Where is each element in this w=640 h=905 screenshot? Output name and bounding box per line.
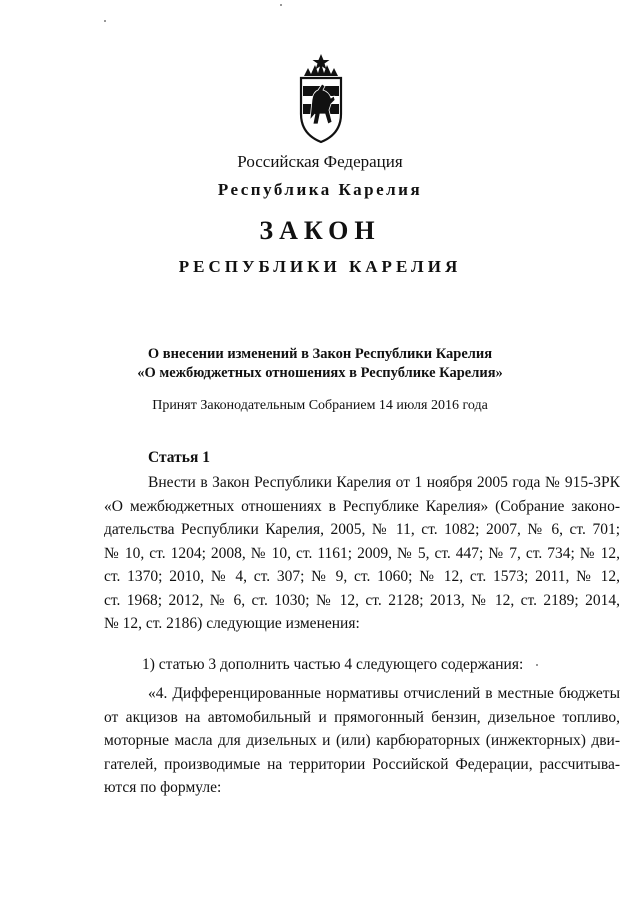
country-name: Российская Федерация — [237, 152, 403, 171]
paragraph-line: № 10, ст. 1204; 2008, № 10, ст. 1161; 2009, № 5, ст. 447; № 7, ст. 734; № 12, — [104, 544, 620, 562]
paragraph-line: ст. 1968; 2012, № 6, ст. 1030; № 12, ст. 2128; 2013, № 12, ст. 2189; 2014, — [104, 591, 620, 609]
adoption-note: Принят Законодательным Собранием 14 июля 2016 года — [152, 398, 488, 413]
document-title-line-1: О внесении изменений в Закон Республики Карелия — [147, 346, 493, 362]
paragraph-line: дательства Республики Карелия, 2005, № 11, ст. 1082; 2007, № 6, ст. 701; — [104, 521, 620, 538]
paragraph-line: гателей, производимые на территории Российской Федерации, рассчитыва- — [104, 755, 620, 773]
paragraph-line: моторные масла для дизельных и (или) карбюраторных (инжекторных) дви- — [104, 732, 620, 749]
scan-speck — [280, 4, 282, 6]
article-paragraph-3 — [104, 682, 620, 800]
scan-speck — [104, 20, 106, 22]
paragraph-line: 1) статью 3 дополнить частью 4 следующего содержания: — [142, 656, 524, 673]
paragraph-line: ются по формуле: — [104, 779, 222, 796]
paragraph-line: «О межбюджетных отношениях в Республике Карелия» (Собрание законо- — [104, 497, 620, 515]
republic-name: Республика Карелия — [217, 180, 423, 199]
paragraph-line: № 12, ст. 2186) следующие изменения: — [104, 615, 360, 632]
paragraph-line: от акцизов на автомобильный и прямогонный бензин, дизельное топливо, — [104, 708, 620, 726]
article-paragraph-1 — [104, 471, 620, 636]
paragraph-line: «4. Дифференцированные нормативы отчислений в местные бюджеты — [148, 685, 620, 702]
article-heading: Статья 1 — [148, 449, 210, 466]
article-paragraph-2 — [104, 653, 620, 677]
paragraph-line: ст. 1370; 2010, № 4, ст. 307; № 9, ст. 1060; № 12, ст. 1573; 2011, № 12, — [104, 568, 620, 585]
law-subtitle: РЕСПУБЛИКИ КАРЕЛИЯ — [178, 257, 462, 276]
coat-of-arms-karelia-icon — [298, 52, 344, 144]
law-title: ЗАКОН — [259, 216, 381, 245]
scan-speck — [536, 664, 538, 666]
document-title-line-2: «О межбюджетных отношениях в Республике Карелия» — [137, 365, 503, 381]
paragraph-line: Внести в Закон Республики Карелия от 1 ноября 2005 года № 915-ЗРК — [148, 474, 620, 491]
